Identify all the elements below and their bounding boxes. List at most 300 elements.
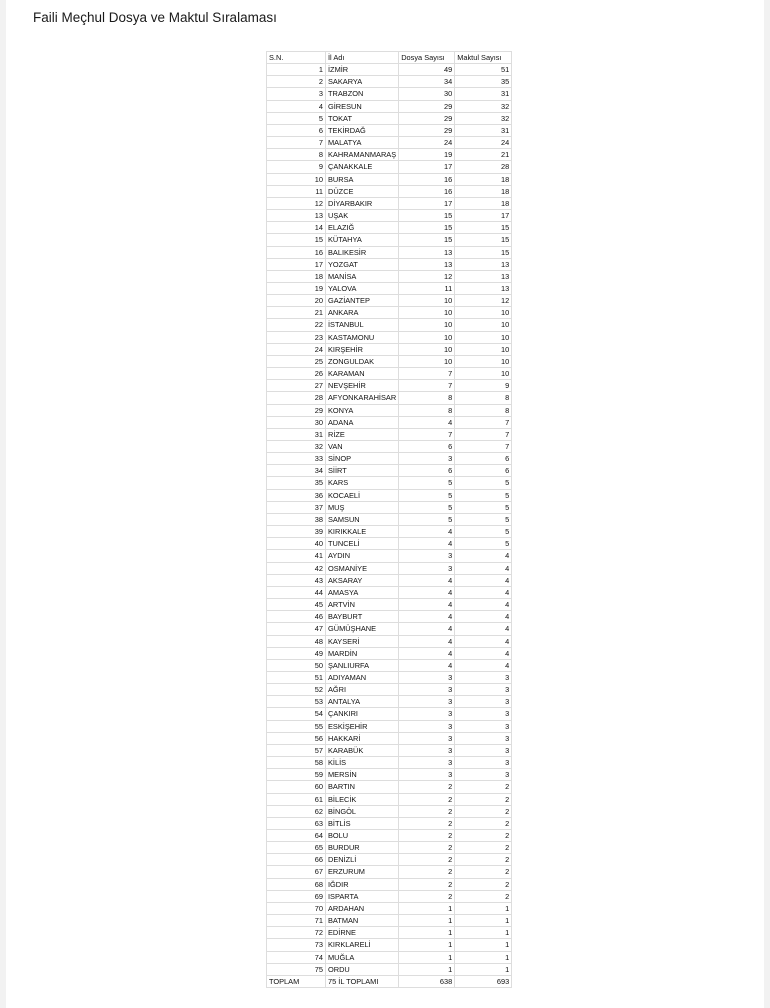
cell-maktul-sayisi: 4 xyxy=(455,586,512,598)
cell-sn: 33 xyxy=(267,453,326,465)
cell-il-adi: HAKKARİ xyxy=(326,732,399,744)
cell-maktul-sayisi: 17 xyxy=(455,210,512,222)
cell-maktul-sayisi: 6 xyxy=(455,465,512,477)
cell-maktul-sayisi: 1 xyxy=(455,902,512,914)
cell-sn: 41 xyxy=(267,550,326,562)
table-row xyxy=(267,88,512,100)
table-row xyxy=(267,732,512,744)
table-row xyxy=(267,805,512,817)
cell-il-adi: ORDU xyxy=(326,963,399,975)
cell-il-adi: BURSA xyxy=(326,173,399,185)
cell-maktul-sayisi: 2 xyxy=(455,817,512,829)
cell-maktul-sayisi: 10 xyxy=(455,368,512,380)
cell-sn: 65 xyxy=(267,842,326,854)
cell-dosya-sayisi: 2 xyxy=(399,793,455,805)
table-row xyxy=(267,307,512,319)
table-row xyxy=(267,404,512,416)
cell-sn: 75 xyxy=(267,963,326,975)
cell-maktul-sayisi: 7 xyxy=(455,416,512,428)
cell-il-adi: ADANA xyxy=(326,416,399,428)
table-row xyxy=(267,671,512,683)
cell-sn: 43 xyxy=(267,574,326,586)
cell-sn: 67 xyxy=(267,866,326,878)
table-row xyxy=(267,441,512,453)
cell-il-adi: ŞANLIURFA xyxy=(326,659,399,671)
cell-dosya-sayisi: 1 xyxy=(399,902,455,914)
cell-il-adi: ÇANKIRI xyxy=(326,708,399,720)
cell-maktul-sayisi: 10 xyxy=(455,343,512,355)
cell-il-adi: BOLU xyxy=(326,830,399,842)
cell-maktul-sayisi: 2 xyxy=(455,866,512,878)
cell-il-adi: GÜMÜŞHANE xyxy=(326,623,399,635)
cell-sn: 64 xyxy=(267,830,326,842)
cell-il-adi: MALATYA xyxy=(326,137,399,149)
cell-il-adi: BİTLİS xyxy=(326,817,399,829)
table-row xyxy=(267,684,512,696)
cell-sn: 28 xyxy=(267,392,326,404)
total-dosya: 638 xyxy=(399,975,455,987)
cell-sn: 24 xyxy=(267,343,326,355)
table-row xyxy=(267,769,512,781)
cell-il-adi: ANKARA xyxy=(326,307,399,319)
cell-il-adi: AKSARAY xyxy=(326,574,399,586)
cell-dosya-sayisi: 49 xyxy=(399,64,455,76)
cell-maktul-sayisi: 4 xyxy=(455,635,512,647)
cell-dosya-sayisi: 5 xyxy=(399,501,455,513)
table-row xyxy=(267,866,512,878)
table-row xyxy=(267,270,512,282)
cell-maktul-sayisi: 8 xyxy=(455,404,512,416)
cell-il-adi: ARTVİN xyxy=(326,599,399,611)
cell-il-adi: İZMİR xyxy=(326,64,399,76)
cell-il-adi: DENİZLİ xyxy=(326,854,399,866)
cell-dosya-sayisi: 6 xyxy=(399,441,455,453)
cell-il-adi: AMASYA xyxy=(326,586,399,598)
cell-sn: 25 xyxy=(267,355,326,367)
cell-dosya-sayisi: 3 xyxy=(399,453,455,465)
cell-dosya-sayisi: 2 xyxy=(399,830,455,842)
cell-maktul-sayisi: 10 xyxy=(455,319,512,331)
cell-maktul-sayisi: 3 xyxy=(455,671,512,683)
cell-sn: 49 xyxy=(267,647,326,659)
table-row xyxy=(267,599,512,611)
table-row xyxy=(267,319,512,331)
cell-dosya-sayisi: 3 xyxy=(399,720,455,732)
cell-maktul-sayisi: 6 xyxy=(455,453,512,465)
cell-il-adi: ARDAHAN xyxy=(326,902,399,914)
cell-il-adi: ESKİŞEHİR xyxy=(326,720,399,732)
cell-maktul-sayisi: 2 xyxy=(455,830,512,842)
cell-maktul-sayisi: 1 xyxy=(455,939,512,951)
cell-dosya-sayisi: 15 xyxy=(399,222,455,234)
cell-il-adi: KIRKLARELİ xyxy=(326,939,399,951)
table-row xyxy=(267,76,512,88)
cell-dosya-sayisi: 29 xyxy=(399,112,455,124)
cell-sn: 73 xyxy=(267,939,326,951)
cell-dosya-sayisi: 3 xyxy=(399,562,455,574)
cell-sn: 7 xyxy=(267,137,326,149)
table-row xyxy=(267,927,512,939)
cell-maktul-sayisi: 35 xyxy=(455,76,512,88)
cell-il-adi: OSMANİYE xyxy=(326,562,399,574)
cell-maktul-sayisi: 3 xyxy=(455,684,512,696)
cell-sn: 12 xyxy=(267,197,326,209)
cell-il-adi: KIRŞEHİR xyxy=(326,343,399,355)
cell-sn: 8 xyxy=(267,149,326,161)
cell-sn: 72 xyxy=(267,927,326,939)
table-body xyxy=(267,64,512,976)
table-row xyxy=(267,246,512,258)
cell-dosya-sayisi: 2 xyxy=(399,890,455,902)
cell-maktul-sayisi: 3 xyxy=(455,696,512,708)
cell-dosya-sayisi: 3 xyxy=(399,671,455,683)
cell-sn: 37 xyxy=(267,501,326,513)
cell-maktul-sayisi: 13 xyxy=(455,270,512,282)
cell-sn: 61 xyxy=(267,793,326,805)
cell-il-adi: ZONGULDAK xyxy=(326,355,399,367)
cell-maktul-sayisi: 13 xyxy=(455,282,512,294)
header-maktul-sayisi: Maktul Sayısı xyxy=(455,52,512,64)
cell-sn: 3 xyxy=(267,88,326,100)
cell-il-adi: BATMAN xyxy=(326,915,399,927)
cell-maktul-sayisi: 2 xyxy=(455,793,512,805)
cell-il-adi: ÇANAKKALE xyxy=(326,161,399,173)
cell-dosya-sayisi: 2 xyxy=(399,842,455,854)
cell-sn: 10 xyxy=(267,173,326,185)
table-row xyxy=(267,282,512,294)
cell-dosya-sayisi: 1 xyxy=(399,915,455,927)
cell-maktul-sayisi: 15 xyxy=(455,222,512,234)
cell-dosya-sayisi: 10 xyxy=(399,331,455,343)
cell-il-adi: SİNOP xyxy=(326,453,399,465)
cell-dosya-sayisi: 5 xyxy=(399,513,455,525)
cell-maktul-sayisi: 3 xyxy=(455,732,512,744)
total-row xyxy=(267,975,512,987)
cell-maktul-sayisi: 3 xyxy=(455,744,512,756)
cell-sn: 56 xyxy=(267,732,326,744)
cell-maktul-sayisi: 13 xyxy=(455,258,512,270)
table-row xyxy=(267,368,512,380)
cell-sn: 22 xyxy=(267,319,326,331)
header-il-adi: İl Adı xyxy=(326,52,399,64)
table-row xyxy=(267,258,512,270)
cell-maktul-sayisi: 31 xyxy=(455,88,512,100)
cell-maktul-sayisi: 21 xyxy=(455,149,512,161)
cell-maktul-sayisi: 2 xyxy=(455,805,512,817)
cell-dosya-sayisi: 2 xyxy=(399,805,455,817)
cell-il-adi: MARDİN xyxy=(326,647,399,659)
table-row xyxy=(267,635,512,647)
cell-maktul-sayisi: 10 xyxy=(455,331,512,343)
cell-il-adi: KONYA xyxy=(326,404,399,416)
table-row xyxy=(267,611,512,623)
table-row xyxy=(267,295,512,307)
cell-dosya-sayisi: 10 xyxy=(399,307,455,319)
cell-sn: 51 xyxy=(267,671,326,683)
cell-sn: 27 xyxy=(267,380,326,392)
cell-maktul-sayisi: 12 xyxy=(455,295,512,307)
cell-sn: 6 xyxy=(267,124,326,136)
cell-maktul-sayisi: 18 xyxy=(455,185,512,197)
table-row xyxy=(267,489,512,501)
cell-sn: 40 xyxy=(267,538,326,550)
cell-il-adi: MANİSA xyxy=(326,270,399,282)
cell-il-adi: AĞRI xyxy=(326,684,399,696)
total-il: 75 İL TOPLAMI xyxy=(326,975,399,987)
cell-maktul-sayisi: 10 xyxy=(455,355,512,367)
cell-sn: 60 xyxy=(267,781,326,793)
cell-dosya-sayisi: 4 xyxy=(399,635,455,647)
cell-dosya-sayisi: 2 xyxy=(399,878,455,890)
cell-sn: 32 xyxy=(267,441,326,453)
table-row xyxy=(267,647,512,659)
cell-maktul-sayisi: 2 xyxy=(455,781,512,793)
header-dosya-sayisi: Dosya Sayısı xyxy=(399,52,455,64)
cell-maktul-sayisi: 31 xyxy=(455,124,512,136)
table-row xyxy=(267,343,512,355)
cell-sn: 16 xyxy=(267,246,326,258)
cell-maktul-sayisi: 4 xyxy=(455,659,512,671)
cell-dosya-sayisi: 4 xyxy=(399,574,455,586)
table-row xyxy=(267,830,512,842)
cell-dosya-sayisi: 13 xyxy=(399,258,455,270)
table-row xyxy=(267,890,512,902)
cell-dosya-sayisi: 3 xyxy=(399,684,455,696)
cell-maktul-sayisi: 4 xyxy=(455,562,512,574)
cell-sn: 45 xyxy=(267,599,326,611)
cell-sn: 17 xyxy=(267,258,326,270)
cell-dosya-sayisi: 2 xyxy=(399,817,455,829)
table-row xyxy=(267,939,512,951)
cell-dosya-sayisi: 13 xyxy=(399,246,455,258)
cell-maktul-sayisi: 2 xyxy=(455,890,512,902)
cell-dosya-sayisi: 29 xyxy=(399,124,455,136)
table-row xyxy=(267,185,512,197)
table-row xyxy=(267,562,512,574)
cell-il-adi: ERZURUM xyxy=(326,866,399,878)
cell-dosya-sayisi: 3 xyxy=(399,708,455,720)
cell-maktul-sayisi: 1 xyxy=(455,963,512,975)
cell-sn: 74 xyxy=(267,951,326,963)
cell-maktul-sayisi: 4 xyxy=(455,623,512,635)
cell-il-adi: BALIKESİR xyxy=(326,246,399,258)
cell-maktul-sayisi: 28 xyxy=(455,161,512,173)
cell-dosya-sayisi: 1 xyxy=(399,963,455,975)
cell-maktul-sayisi: 51 xyxy=(455,64,512,76)
cell-il-adi: GİRESUN xyxy=(326,100,399,112)
cell-dosya-sayisi: 7 xyxy=(399,380,455,392)
cell-il-adi: TEKİRDAĞ xyxy=(326,124,399,136)
cell-sn: 29 xyxy=(267,404,326,416)
cell-sn: 2 xyxy=(267,76,326,88)
cell-maktul-sayisi: 9 xyxy=(455,380,512,392)
table-row xyxy=(267,659,512,671)
cell-dosya-sayisi: 4 xyxy=(399,538,455,550)
table-row xyxy=(267,586,512,598)
cell-il-adi: BİLECİK xyxy=(326,793,399,805)
cell-sn: 31 xyxy=(267,428,326,440)
cell-dosya-sayisi: 4 xyxy=(399,586,455,598)
cell-sn: 44 xyxy=(267,586,326,598)
table-row xyxy=(267,380,512,392)
cell-dosya-sayisi: 4 xyxy=(399,659,455,671)
cell-maktul-sayisi: 5 xyxy=(455,526,512,538)
cell-sn: 26 xyxy=(267,368,326,380)
cell-sn: 5 xyxy=(267,112,326,124)
cell-dosya-sayisi: 8 xyxy=(399,404,455,416)
cell-maktul-sayisi: 3 xyxy=(455,769,512,781)
table-row xyxy=(267,538,512,550)
cell-sn: 70 xyxy=(267,902,326,914)
cell-il-adi: TRABZON xyxy=(326,88,399,100)
cell-dosya-sayisi: 4 xyxy=(399,623,455,635)
table-row xyxy=(267,526,512,538)
cell-il-adi: BURDUR xyxy=(326,842,399,854)
cell-il-adi: SAKARYA xyxy=(326,76,399,88)
table-row xyxy=(267,501,512,513)
cell-il-adi: KASTAMONU xyxy=(326,331,399,343)
cell-dosya-sayisi: 1 xyxy=(399,927,455,939)
cell-il-adi: BAYBURT xyxy=(326,611,399,623)
cell-dosya-sayisi: 3 xyxy=(399,550,455,562)
cell-sn: 21 xyxy=(267,307,326,319)
table-row xyxy=(267,842,512,854)
cell-dosya-sayisi: 2 xyxy=(399,854,455,866)
cell-il-adi: YALOVA xyxy=(326,282,399,294)
cell-dosya-sayisi: 2 xyxy=(399,781,455,793)
table-row xyxy=(267,161,512,173)
cell-sn: 35 xyxy=(267,477,326,489)
table-row xyxy=(267,100,512,112)
cell-sn: 48 xyxy=(267,635,326,647)
cell-il-adi: MUŞ xyxy=(326,501,399,513)
cell-il-adi: SAMSUN xyxy=(326,513,399,525)
cell-il-adi: AFYONKARAHİSAR xyxy=(326,392,399,404)
table-row xyxy=(267,793,512,805)
cell-maktul-sayisi: 5 xyxy=(455,501,512,513)
cell-sn: 30 xyxy=(267,416,326,428)
table-row xyxy=(267,574,512,586)
table-row xyxy=(267,331,512,343)
cell-il-adi: UŞAK xyxy=(326,210,399,222)
cell-sn: 55 xyxy=(267,720,326,732)
table-row xyxy=(267,392,512,404)
cell-sn: 68 xyxy=(267,878,326,890)
table-row xyxy=(267,915,512,927)
cell-dosya-sayisi: 4 xyxy=(399,416,455,428)
cell-il-adi: ELAZIĞ xyxy=(326,222,399,234)
table-row xyxy=(267,708,512,720)
cell-sn: 1 xyxy=(267,64,326,76)
table-row xyxy=(267,696,512,708)
document-page xyxy=(6,0,764,1008)
page-title: Faili Meçhul Dosya ve Maktul Sıralaması xyxy=(33,10,277,25)
cell-maktul-sayisi: 4 xyxy=(455,599,512,611)
table-row xyxy=(267,137,512,149)
table-row xyxy=(267,781,512,793)
cell-dosya-sayisi: 4 xyxy=(399,526,455,538)
cell-maktul-sayisi: 32 xyxy=(455,100,512,112)
table-row xyxy=(267,465,512,477)
cell-dosya-sayisi: 15 xyxy=(399,210,455,222)
cell-sn: 52 xyxy=(267,684,326,696)
table-row xyxy=(267,720,512,732)
table-header-row xyxy=(267,52,512,64)
cell-dosya-sayisi: 10 xyxy=(399,319,455,331)
cell-sn: 18 xyxy=(267,270,326,282)
cell-maktul-sayisi: 2 xyxy=(455,842,512,854)
cell-il-adi: GAZİANTEP xyxy=(326,295,399,307)
cell-maktul-sayisi: 18 xyxy=(455,197,512,209)
table-row xyxy=(267,197,512,209)
cell-sn: 71 xyxy=(267,915,326,927)
cell-il-adi: İSTANBUL xyxy=(326,319,399,331)
cell-dosya-sayisi: 10 xyxy=(399,295,455,307)
cell-il-adi: ADIYAMAN xyxy=(326,671,399,683)
cell-maktul-sayisi: 3 xyxy=(455,708,512,720)
table-row xyxy=(267,428,512,440)
cell-sn: 42 xyxy=(267,562,326,574)
cell-maktul-sayisi: 4 xyxy=(455,647,512,659)
cell-dosya-sayisi: 2 xyxy=(399,866,455,878)
cell-dosya-sayisi: 24 xyxy=(399,137,455,149)
cell-maktul-sayisi: 15 xyxy=(455,246,512,258)
cell-dosya-sayisi: 17 xyxy=(399,161,455,173)
cell-il-adi: TOKAT xyxy=(326,112,399,124)
cell-maktul-sayisi: 7 xyxy=(455,428,512,440)
table-row xyxy=(267,355,512,367)
total-maktul: 693 xyxy=(455,975,512,987)
cell-sn: 46 xyxy=(267,611,326,623)
cell-sn: 36 xyxy=(267,489,326,501)
cell-maktul-sayisi: 5 xyxy=(455,538,512,550)
cell-dosya-sayisi: 16 xyxy=(399,185,455,197)
cell-il-adi: DİYARBAKIR xyxy=(326,197,399,209)
cell-sn: 69 xyxy=(267,890,326,902)
cell-il-adi: DÜZCE xyxy=(326,185,399,197)
cell-sn: 59 xyxy=(267,769,326,781)
cell-dosya-sayisi: 12 xyxy=(399,270,455,282)
cell-dosya-sayisi: 5 xyxy=(399,477,455,489)
cell-il-adi: NEVŞEHİR xyxy=(326,380,399,392)
cell-dosya-sayisi: 4 xyxy=(399,647,455,659)
cell-maktul-sayisi: 8 xyxy=(455,392,512,404)
table-row xyxy=(267,112,512,124)
cell-sn: 13 xyxy=(267,210,326,222)
cell-sn: 19 xyxy=(267,282,326,294)
cell-dosya-sayisi: 11 xyxy=(399,282,455,294)
cell-il-adi: YOZGAT xyxy=(326,258,399,270)
cell-il-adi: MERSİN xyxy=(326,769,399,781)
cell-maktul-sayisi: 2 xyxy=(455,854,512,866)
cell-sn: 15 xyxy=(267,234,326,246)
table-row xyxy=(267,951,512,963)
cell-maktul-sayisi: 3 xyxy=(455,757,512,769)
cell-il-adi: SİİRT xyxy=(326,465,399,477)
cell-maktul-sayisi: 1 xyxy=(455,927,512,939)
cell-maktul-sayisi: 7 xyxy=(455,441,512,453)
table-row xyxy=(267,124,512,136)
table-row xyxy=(267,550,512,562)
cell-il-adi: VAN xyxy=(326,441,399,453)
header-sn: S.N. xyxy=(267,52,326,64)
cell-dosya-sayisi: 8 xyxy=(399,392,455,404)
cell-sn: 14 xyxy=(267,222,326,234)
cell-dosya-sayisi: 3 xyxy=(399,744,455,756)
cell-maktul-sayisi: 2 xyxy=(455,878,512,890)
cell-dosya-sayisi: 6 xyxy=(399,465,455,477)
cell-maktul-sayisi: 18 xyxy=(455,173,512,185)
